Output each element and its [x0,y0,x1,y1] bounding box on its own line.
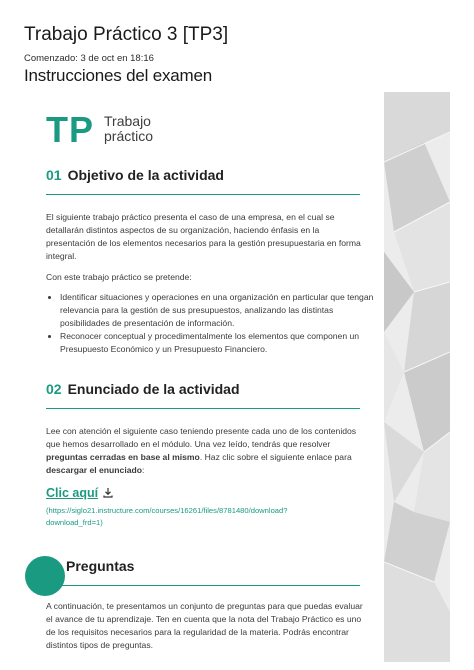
download-icon [103,487,113,501]
objective-paragraph: El siguiente trabajo práctico presenta el caso de una empresa, en el cual se detallarán distintos aspectos de su organización, haciendo énfasis en la presentación de los elementos necesarios para la gestión presupuestaria en forma integral. [46,212,361,261]
objective-bullet-item: • Reconocer conceptual y procedimentalmente los elementos que componen un Presupuesto Económico y un Presupuesto Financiero. [60,330,378,356]
questions-paragraph: A continuación, te presentamos un conjunto de preguntas para que puedas evaluar el avance de tu aprendizaje. Ten en cuenta que la nota del Trabajo Práctico es uno de los requisitos necesarios para la regularidad de la materia. Podrás encontrar distintos tipos de preguntas. [46,601,363,650]
statement-paragraph [46,425,364,477]
statement-text-a: Lee con atención el siguiente caso teniendo presente cada uno de los contenidos que hemos desarrollado en el módulo. Una vez leído, tendrás que resolver [46,426,357,449]
objective-divider [46,194,360,195]
objective-heading [46,167,224,183]
questions-heading: Preguntas [66,558,135,574]
section-number-circle [25,556,65,596]
tp-logo-word-line1: Trabajo [104,113,151,129]
tp-logo-letters: TP [46,109,95,150]
statement-title: Enunciado de la actividad [67,381,240,397]
statement-text-bold-b: descargar el enunciado [46,465,142,475]
objective-intro: Con este trabajo práctico se pretende: [46,272,192,282]
objective-bullet-list [46,291,378,356]
statement-divider [46,408,360,409]
objective-title: Objetivo de la actividad [67,167,224,183]
download-url[interactable]: (https://siglo21.instructure.com/courses/16261/files/8781480/download?download_frd=1) [46,506,288,527]
tp-logo-word [104,114,153,144]
statement-text-bold-a: preguntas cerradas en base al mismo [46,452,200,462]
statement-text-e: : [142,465,145,475]
objective-number: 01 [46,167,62,183]
page-title: Trabajo Práctico 3 [TP3] [24,24,229,45]
download-link-label: Clic aquí [46,486,99,500]
statement-number: 02 [46,381,62,397]
questions-divider [46,585,360,586]
started-timestamp: Comenzado: 3 de oct en 18:16 [24,53,154,64]
decorative-geometric-panel [384,92,450,662]
download-statement-link[interactable] [46,486,113,501]
statement-text-c: . Haz clic sobre el siguiente enlace para [199,452,352,462]
instructions-heading: Instrucciones del examen [24,66,212,85]
tp-logo [46,109,154,150]
objective-bullet-item: • Identificar situaciones y operaciones en una organización en particular que tengan relevancia para la gestión de sus presupuestos, analizando las distintas posibilidades de presentación de información. [60,291,378,330]
statement-heading [46,381,240,397]
tp-logo-word-line2: práctico [104,128,154,144]
